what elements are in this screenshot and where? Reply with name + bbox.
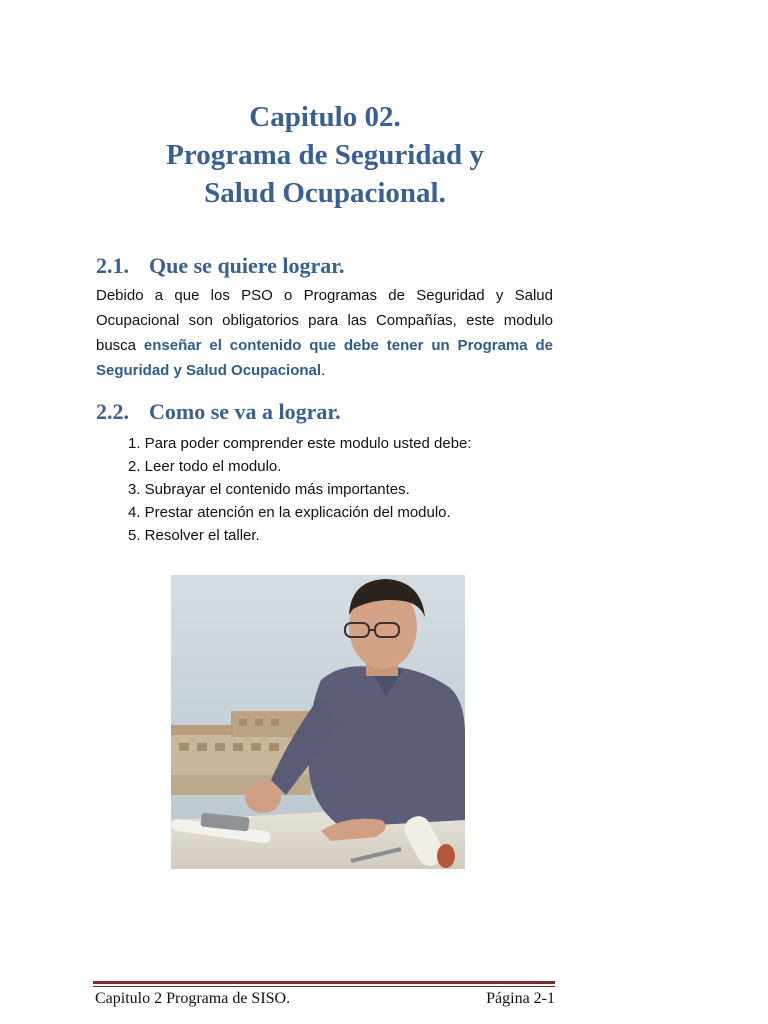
chapter-title [96,98,554,212]
list-item: 2. Leer todo el modulo. [128,458,282,475]
chapter-title-line-2: Programa de Seguridad y [166,139,484,171]
paragraph-text: Debido a que los PSO o Programas de Seguridad y Salud Ocupacional son obligatorios para las Compañías, este modulo busca [96,287,553,354]
man-at-desk-photo [171,575,465,869]
chapter-title-line-3: Salud Ocupacional. [204,177,446,209]
section-1-paragraph [96,283,553,383]
footer-rule-thick [93,981,555,984]
footer-page-number: Página 2-1 [486,990,555,1007]
section-2-heading [96,399,341,425]
photo-illustration [171,575,465,869]
section-1-title: Que se quiere lograr. [149,253,345,278]
chapter-title-line-1: Capitulo 02. [249,101,401,133]
footer-chapter-label: Capitulo 2 Programa de SISO. [95,990,291,1007]
section-1-heading [96,253,345,279]
steps-list [128,432,472,547]
section-2-number: 2.2. [96,399,129,424]
section-1-number: 2.1. [96,253,129,278]
list-item: 3. Subrayar el contenido más importantes. [128,481,410,498]
paragraph-end: . [321,362,326,379]
list-item: 5. Resolver el taller. [128,527,260,544]
paragraph-highlight: enseñar el contenido que debe tener un Programa de Seguridad y Salud Ocupacional [96,337,553,379]
list-item: 4. Prestar atención en la explicación del modulo. [128,504,451,521]
section-2-title: Como se va a lograr. [149,399,341,424]
list-item: 1. Para poder comprender este modulo usted debe: [128,435,472,452]
footer-rule-thin [93,986,555,987]
